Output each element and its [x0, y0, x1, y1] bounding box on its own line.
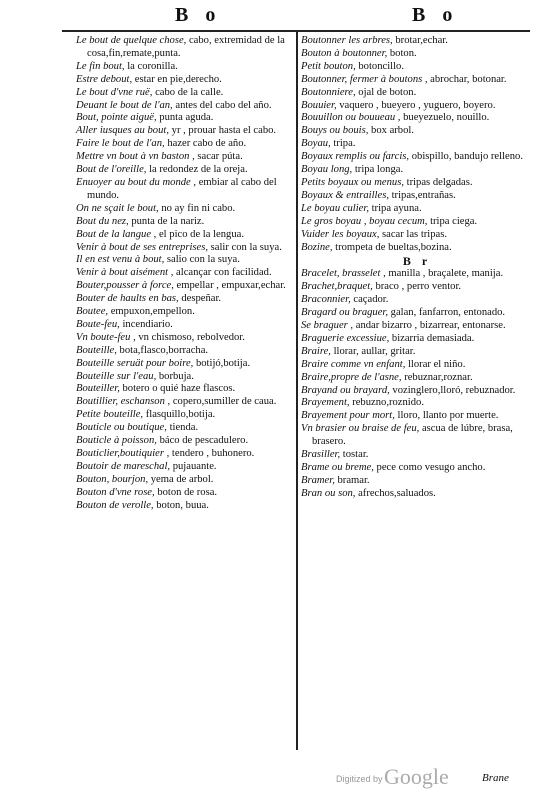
french-headword: Boute-feu,	[76, 318, 120, 330]
spanish-translation: tendero , buhonero.	[169, 448, 255, 459]
french-headword: Bouticlier,boutiquier ,	[76, 448, 170, 459]
french-headword: Brasiller,	[301, 449, 341, 461]
dictionary-entry	[76, 461, 290, 474]
dictionary-entry	[301, 488, 533, 501]
dictionary-entry	[301, 307, 533, 320]
spanish-translation: bramar.	[334, 474, 370, 486]
french-headword: Boutonniere,	[301, 86, 356, 98]
spanish-translation: borbuja.	[156, 370, 194, 382]
dictionary-entry	[301, 294, 533, 307]
dictionary-entry	[76, 383, 290, 396]
dictionary-entry	[301, 138, 533, 151]
spanish-translation: tripa.	[330, 138, 356, 150]
french-headword: Bran ou son,	[301, 487, 356, 499]
french-headword: Deuant le bout de l'an,	[76, 99, 173, 111]
spanish-translation: llorar el niño.	[405, 358, 466, 370]
french-headword: Boyaux remplis ou farcis,	[301, 151, 410, 163]
french-headword: Braguerie excessiue,	[301, 332, 390, 344]
dictionary-entry	[76, 151, 290, 164]
spanish-translation: afrechos,saluados.	[355, 487, 436, 499]
french-headword: Bouys ou bouis,	[301, 125, 369, 137]
spanish-translation: flasquillo,botija.	[143, 409, 216, 421]
dictionary-entry	[76, 177, 290, 203]
french-headword: Brachet,braquet,	[301, 281, 373, 293]
french-headword: Le gros boyau , boyau cecum,	[301, 215, 428, 227]
french-headword: Bout, pointe aiguë,	[76, 112, 157, 124]
dictionary-entry	[76, 435, 290, 448]
spanish-translation: tripa ayuna.	[368, 202, 422, 214]
dictionary-entry	[301, 125, 533, 138]
dictionary-entry	[301, 35, 533, 48]
french-headword: Bouter de haults en bas,	[76, 293, 179, 305]
spanish-translation: lloro, llanto por muerte.	[394, 410, 499, 422]
dictionary-entry	[301, 242, 533, 255]
column-divider	[296, 32, 298, 750]
french-headword: Vn boute-feu ,	[76, 331, 136, 343]
french-headword: Aller iusques au bout,	[76, 125, 169, 137]
dictionary-entry	[301, 449, 533, 462]
dictionary-entry	[76, 396, 290, 409]
spanish-translation: abrochar, botonar.	[427, 73, 507, 85]
spanish-translation: la coronilla.	[124, 60, 178, 72]
dictionary-entry	[301, 203, 533, 216]
dictionary-entry	[76, 74, 290, 87]
dictionary-entry	[301, 151, 533, 164]
dictionary-entry	[301, 397, 533, 410]
dictionary-entry	[76, 254, 290, 267]
french-headword: Bouton d'vne rose,	[76, 486, 155, 498]
dictionary-entry	[301, 462, 533, 475]
spanish-translation: bueyezuelo, nouillo.	[400, 112, 490, 124]
dictionary-entry	[76, 487, 290, 500]
dictionary-entry	[301, 48, 533, 61]
spanish-translation: alcançar con facilidad.	[173, 267, 272, 279]
dictionary-entry	[76, 332, 290, 345]
french-headword: Braire,propre de l'asne,	[301, 371, 402, 383]
spanish-translation: vn chismoso, rebolvedor.	[135, 331, 245, 343]
spanish-translation: boton de rosa.	[154, 486, 218, 498]
french-headword: Bramer,	[301, 474, 335, 486]
french-headword: Bouuillon ou bouueau ,	[301, 112, 401, 124]
dictionary-entry	[76, 345, 290, 358]
spanish-translation: incendiario.	[119, 318, 173, 330]
dictionary-entry	[76, 125, 290, 138]
spanish-translation: no ay fin ni cabo.	[158, 202, 236, 214]
french-headword: Boyaux & entrailles,	[301, 189, 389, 201]
spanish-translation: vozinglero,lloró, rebuznador.	[389, 384, 516, 396]
spanish-translation: botoncillo.	[355, 60, 404, 72]
french-headword: Bouteille,	[76, 344, 117, 356]
right-column	[301, 35, 533, 501]
dictionary-entry	[301, 410, 533, 423]
dictionary-entry	[76, 87, 290, 100]
spanish-translation: pece como vesugo ancho.	[373, 462, 486, 473]
french-headword: Boutonner les arbres,	[301, 35, 393, 46]
spanish-translation: cabo de la calle.	[152, 86, 224, 98]
spanish-translation: el pico de la lengua.	[156, 228, 244, 240]
spanish-translation: llorar, aullar, gritar.	[330, 345, 416, 357]
spanish-translation: yr , prouar hasta el cabo.	[169, 125, 277, 137]
spanish-translation: tripa longa.	[352, 164, 404, 176]
french-headword: Bouter,pousser à force,	[76, 280, 174, 292]
dictionary-entry	[76, 35, 290, 61]
dictionary-entry	[301, 87, 533, 100]
right-column-top-entries	[301, 35, 533, 254]
french-headword: Boutillier, eschanson ,	[76, 396, 171, 408]
dictionary-entry	[76, 500, 290, 513]
french-headword: Le bout de quelque chose,	[76, 35, 187, 46]
dictionary-entry	[301, 112, 533, 125]
spanish-translation: braco , perro ventor.	[372, 281, 462, 293]
spanish-translation: báco de pescadulero.	[156, 435, 249, 447]
spanish-translation: pujauante.	[170, 460, 217, 472]
french-headword: Braire,	[301, 345, 331, 357]
spanish-translation: manilla , braçalete, manija.	[385, 268, 504, 280]
dictionary-entry	[301, 320, 533, 333]
digitized-by-text: Digitized by	[336, 774, 383, 784]
spanish-translation: galan, fanfarron, entonado.	[388, 307, 506, 319]
french-headword: Bout de l'oreille,	[76, 164, 147, 176]
spanish-translation: tripas delgadas.	[403, 176, 473, 188]
dictionary-entry	[76, 371, 290, 384]
french-headword: Bout de la langue ,	[76, 228, 157, 240]
french-headword: Bouteille sur l'eau,	[76, 370, 157, 382]
dictionary-entry	[301, 229, 533, 242]
dictionary-entry	[76, 448, 290, 461]
dictionary-entry	[301, 346, 533, 359]
dictionary-entry	[301, 74, 533, 87]
spanish-translation: salio con la suya.	[164, 254, 240, 266]
dictionary-entry	[301, 216, 533, 229]
spanish-translation: boton.	[387, 47, 417, 59]
spanish-translation: ascua de lúbre, brasa, brasero.	[312, 423, 513, 448]
spanish-translation: antes del cabo del año.	[172, 99, 272, 111]
google-watermark: Google	[384, 764, 449, 789]
french-headword: Se braguer ,	[301, 320, 354, 332]
running-head	[0, 4, 555, 28]
french-headword: Bouton à boutonner,	[301, 47, 388, 59]
french-headword: Bozine,	[301, 241, 333, 253]
spanish-translation: sacar las tripas.	[379, 228, 448, 240]
spanish-translation: punta aguda.	[156, 112, 214, 124]
spanish-translation: obispillo, bandujo relleno.	[409, 151, 523, 163]
left-column	[76, 35, 290, 513]
french-headword: Bragard ou braguer,	[301, 307, 389, 319]
french-headword: Le boyau culier,	[301, 202, 369, 214]
french-headword: On ne sçait le bout,	[76, 202, 159, 214]
dictionary-entry	[301, 281, 533, 294]
spanish-translation: bizarria demasiada.	[389, 332, 475, 344]
spanish-translation: botijó,botija.	[193, 357, 251, 369]
french-headword: Boutonner, fermer à boutons ,	[301, 73, 428, 85]
page-footer	[0, 764, 555, 800]
dictionary-entry	[301, 475, 533, 488]
dictionary-entry	[76, 100, 290, 113]
spanish-translation: boton, buua.	[153, 499, 209, 511]
dictionary-entry	[76, 61, 290, 74]
spanish-translation: trompeta de bueltas,bozina.	[332, 241, 452, 253]
spanish-translation: tostar.	[340, 449, 369, 461]
spanish-translation: yema de arbol.	[148, 473, 214, 485]
french-headword: Venir à bout de ses entreprises,	[76, 241, 209, 253]
spanish-translation: botero o quié haze flascos.	[119, 383, 236, 395]
spanish-translation: rebuzno,roznido.	[349, 397, 424, 409]
dictionary-entry	[301, 61, 533, 74]
french-headword: Le bout d'vne ruë,	[76, 86, 153, 98]
spanish-translation: embiar al cabo del mundo.	[87, 176, 277, 201]
french-headword: Bouuier,	[301, 99, 337, 111]
dictionary-entry	[76, 306, 290, 319]
dictionary-entry	[301, 177, 533, 190]
french-headword: Brayement,	[301, 397, 350, 409]
french-headword: Braire comme vn enfant,	[301, 358, 406, 370]
spanish-translation: bota,flasco,borracha.	[116, 344, 209, 356]
french-headword: Boyau,	[301, 138, 331, 150]
dictionary-entry	[76, 203, 290, 216]
french-headword: Bouticle ou boutique,	[76, 422, 167, 434]
spanish-translation: empellar , empuxar,echar.	[173, 280, 286, 292]
dictionary-entry	[76, 293, 290, 306]
french-headword: Boyau long,	[301, 164, 353, 176]
dictionary-entry	[301, 164, 533, 177]
french-headword: Petit bouton,	[301, 60, 356, 72]
dictionary-entry	[76, 280, 290, 293]
spanish-translation: tienda.	[166, 422, 199, 434]
french-headword: Mettre vn bout à vn baston ,	[76, 151, 195, 163]
spanish-translation: punta de la nariz.	[128, 215, 205, 227]
spanish-translation: la redondez de la oreja.	[146, 164, 248, 176]
dictionary-entry	[76, 164, 290, 177]
dictionary-entry	[301, 372, 533, 385]
french-headword: Enuoyer au bout du monde ,	[76, 176, 197, 188]
french-headword: Le fin bout,	[76, 60, 125, 72]
dictionary-entry	[76, 474, 290, 487]
spanish-translation: tripas,entrañas.	[388, 189, 456, 201]
dictionary-entry	[301, 359, 533, 372]
spanish-translation: vaquero , bueyero , yuguero, boyero.	[336, 99, 496, 111]
spanish-translation: caçador.	[350, 294, 389, 306]
dictionary-entry	[76, 229, 290, 242]
french-headword: Brayement pour mort,	[301, 410, 395, 422]
french-headword: Bouton de verolle,	[76, 499, 154, 511]
dictionary-entry	[301, 100, 533, 113]
section-letter: B r	[402, 254, 432, 269]
french-headword: Bouteiller,	[76, 383, 120, 395]
dictionary-entry	[301, 190, 533, 203]
french-headword: Petits boyaux ou menus,	[301, 176, 404, 188]
dictionary-entry	[76, 138, 290, 151]
spanish-translation: andar bizarro , bizarrear, entonarse.	[353, 320, 506, 332]
french-headword: Petite bouteille,	[76, 409, 144, 421]
french-headword: Boutee,	[76, 306, 109, 318]
right-column-bottom-entries	[301, 268, 533, 500]
french-headword: Il en est venu à bout,	[76, 254, 165, 266]
dictionary-entry	[301, 268, 533, 281]
dictionary-entry	[76, 242, 290, 255]
french-headword: Venir à bout aisément ,	[76, 267, 174, 279]
spanish-translation: ojal de boton.	[355, 86, 417, 98]
dictionary-entry	[301, 423, 533, 449]
french-headword: Bouton, bourjon,	[76, 473, 149, 485]
french-headword: Braconnier,	[301, 294, 351, 306]
french-headword: Bout du nez,	[76, 215, 129, 227]
running-head-left: B o	[175, 4, 222, 26]
french-headword: Brame ou breme,	[301, 462, 374, 473]
french-headword: Estre debout,	[76, 73, 133, 85]
french-headword: Brayand ou brayard,	[301, 384, 390, 396]
spanish-translation: box arbol.	[368, 125, 414, 137]
spanish-translation: estar en pie,derecho.	[132, 73, 222, 85]
catchword: Brane	[482, 772, 509, 784]
french-headword: Vuider les boyaux,	[301, 228, 380, 240]
spanish-translation: cabo, extremidad de la cosa,fin,remate,punta.	[87, 35, 285, 59]
spanish-translation: tripa ciega.	[427, 215, 478, 227]
french-headword: Bracelet, brasselet ,	[301, 268, 386, 280]
french-headword: Bouteille seruät pour boire,	[76, 357, 194, 369]
spanish-translation: copero,sumiller de caua.	[170, 396, 277, 408]
spanish-translation: rebuznar,roznar.	[401, 371, 473, 383]
dictionary-entry	[76, 409, 290, 422]
dictionary-entry	[76, 112, 290, 125]
dictionary-entry	[76, 216, 290, 229]
spanish-translation: hazer cabo de año.	[164, 138, 247, 150]
dictionary-entry	[301, 385, 533, 398]
spanish-translation: sacar púta.	[194, 151, 243, 163]
spanish-translation: empuxon,empellon.	[108, 306, 195, 318]
french-headword: Faire le bout de l'an,	[76, 138, 165, 150]
french-headword: Boutoir de mareschal,	[76, 460, 171, 472]
spanish-translation: despeñar.	[178, 293, 222, 305]
french-headword: Vn brasier ou braise de feu,	[301, 423, 420, 435]
dictionary-entry	[76, 319, 290, 332]
running-head-right: B o	[412, 4, 459, 26]
dictionary-entry	[76, 267, 290, 280]
dictionary-entry	[76, 422, 290, 435]
spanish-translation: salir con la suya.	[208, 241, 282, 253]
spanish-translation: brotar,echar.	[392, 35, 448, 46]
french-headword: Bouticle à poisson,	[76, 435, 157, 447]
dictionary-entry	[301, 333, 533, 346]
dictionary-entry	[76, 358, 290, 371]
